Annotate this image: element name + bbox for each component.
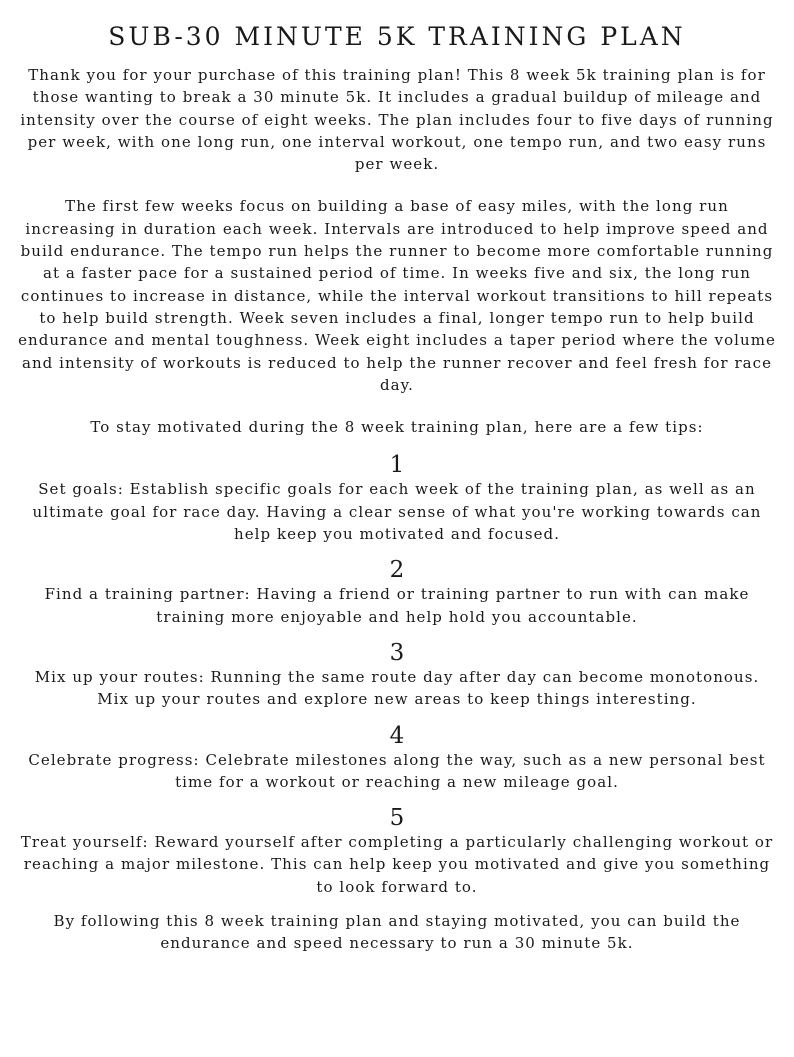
tip-text: Mix up your routes: Running the same route day after day can become monotonous. Mix up your routes and explore new areas to keep things interesting. (34, 667, 760, 709)
tip-text: Treat yourself: Reward yourself after completing a particularly challenging workout or reaching a major milestone. This can help keep you motivated and give you something to look forward to. (20, 833, 774, 896)
intro-paragraph: Thank you for your purchase of this training plan! This 8 week 5k training plan is for those wanting to break a 30 minute 5k. It includes a gradual buildup of mileage and intensity over the course of eight weeks. The plan includes four to five days of running per week, with one long run, one interval workout, one tempo run, and two easy runs per week. (20, 66, 774, 174)
tip-text: Celebrate progress: Celebrate milestones along the way, such as a new personal best time for a workout or reaching a new mileage goal. (28, 750, 766, 791)
tips-list (18, 452, 776, 898)
tip-item (18, 723, 776, 794)
overview-paragraph: The first few weeks focus on building a base of easy miles, with the long run increasing in duration each week. Intervals are introduced to help improve speed and build endurance. The tempo run helps the runner to become more comfortable running at a faster pace for a sustained period of time. In weeks five and six, the long run continues to increase in distance, while the interval workout transitions to hill repeats to help build strength. Week seven includes a final, longer tempo run to help build endurance and mental toughness. Week eight includes a taper period where the volume and intensity of workouts is reduced to help the runner recover and feel fresh for race day. (18, 197, 776, 394)
tips-intro: To stay motivated during the 8 week training plan, here are a few tips: (90, 418, 704, 437)
tip-number: 3 (389, 639, 405, 666)
tip-item (18, 640, 776, 711)
tip-item (18, 452, 776, 545)
tip-item (18, 557, 776, 628)
closing-paragraph: By following this 8 week training plan and staying motivated, you can build the endurance and speed necessary to run a 30 minute 5k. (53, 912, 741, 953)
tip-number: 2 (389, 557, 405, 584)
tip-text: Set goals: Establish specific goals for each week of the training plan, as well as an ultimate goal for race day. Having a clear sense of what you're working towards can help keep you motivated and focused. (32, 480, 762, 544)
tip-item (18, 805, 776, 898)
tip-text: Find a training partner: Having a friend or training partner to run with can make training more enjoyable and help hold you accountable. (44, 585, 750, 626)
page-title: SUB-30 MINUTE 5K TRAINING PLAN (108, 22, 686, 51)
tip-number: 4 (389, 722, 405, 749)
tip-number: 1 (389, 452, 405, 479)
tip-number: 5 (389, 805, 405, 832)
